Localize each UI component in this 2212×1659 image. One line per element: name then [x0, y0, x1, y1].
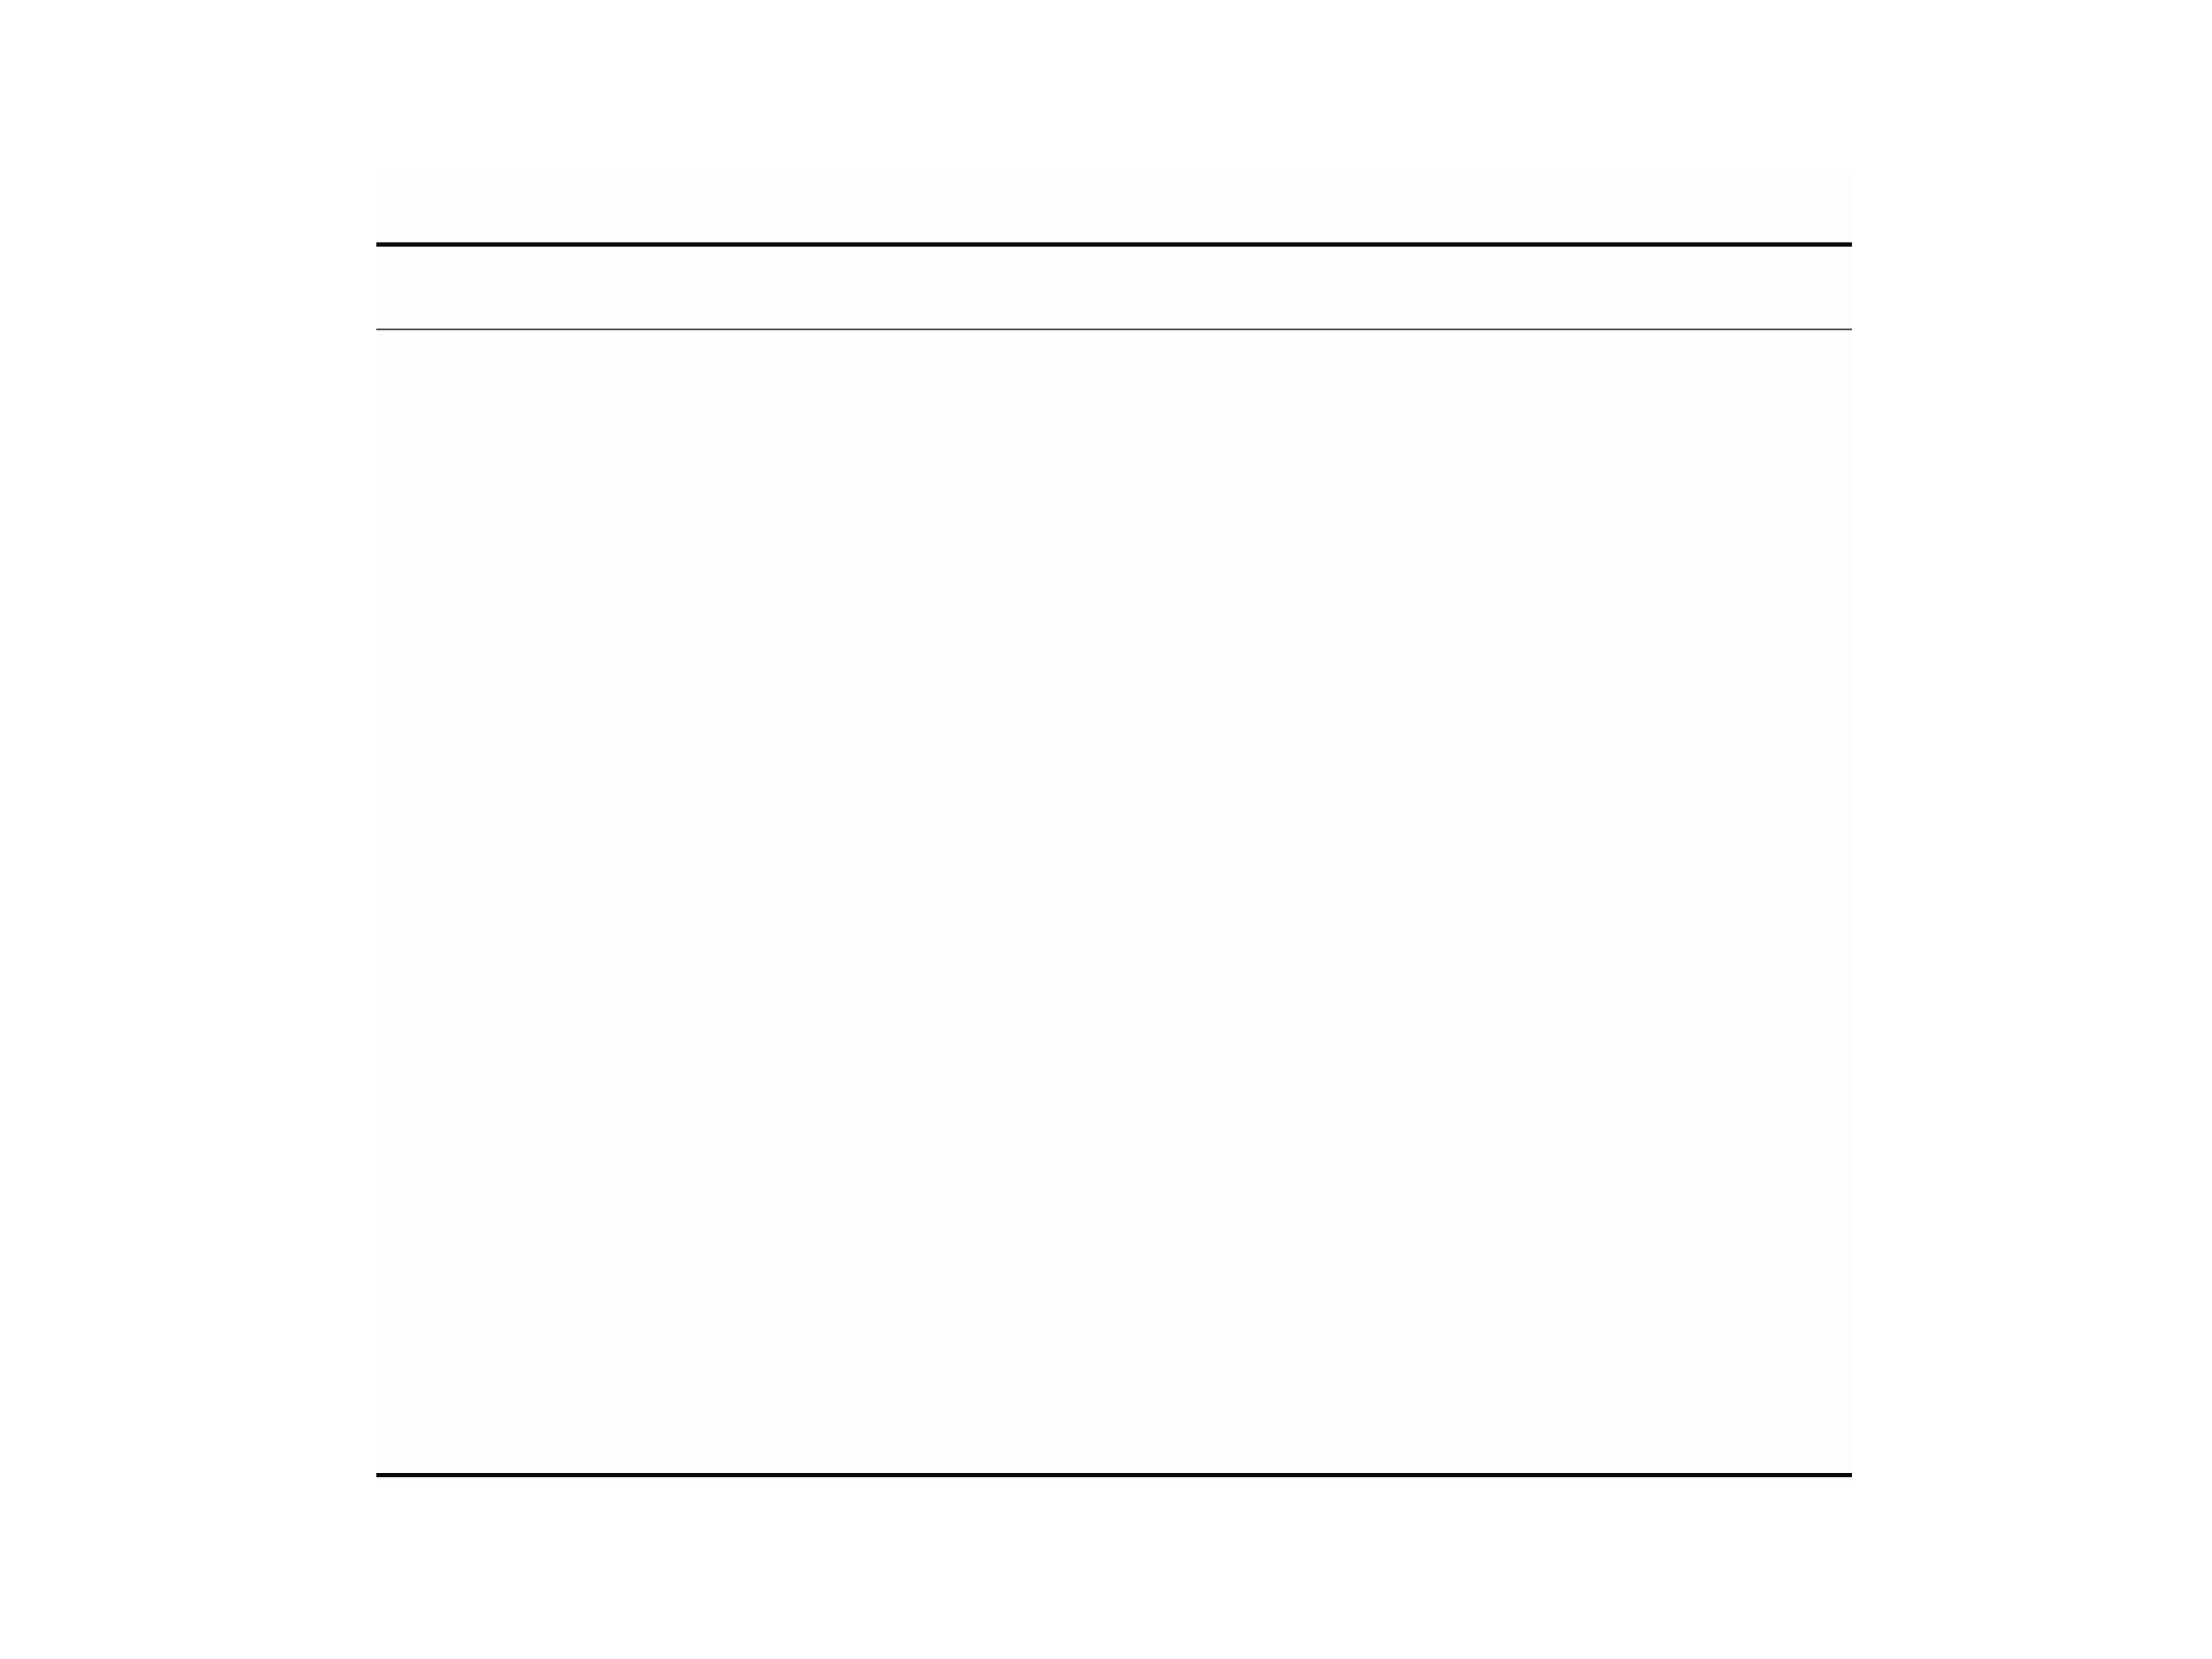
col-header-puissance [1557, 247, 1852, 329]
col-header-lumenes [1261, 247, 1557, 329]
col-header-ean [376, 247, 672, 329]
header-rule [376, 329, 1852, 330]
col-header-poids [967, 247, 1262, 329]
bottom-rule [376, 1473, 1852, 1477]
table-panel [376, 171, 1852, 1485]
table-header [376, 247, 1852, 329]
col-header-reference [672, 247, 967, 329]
